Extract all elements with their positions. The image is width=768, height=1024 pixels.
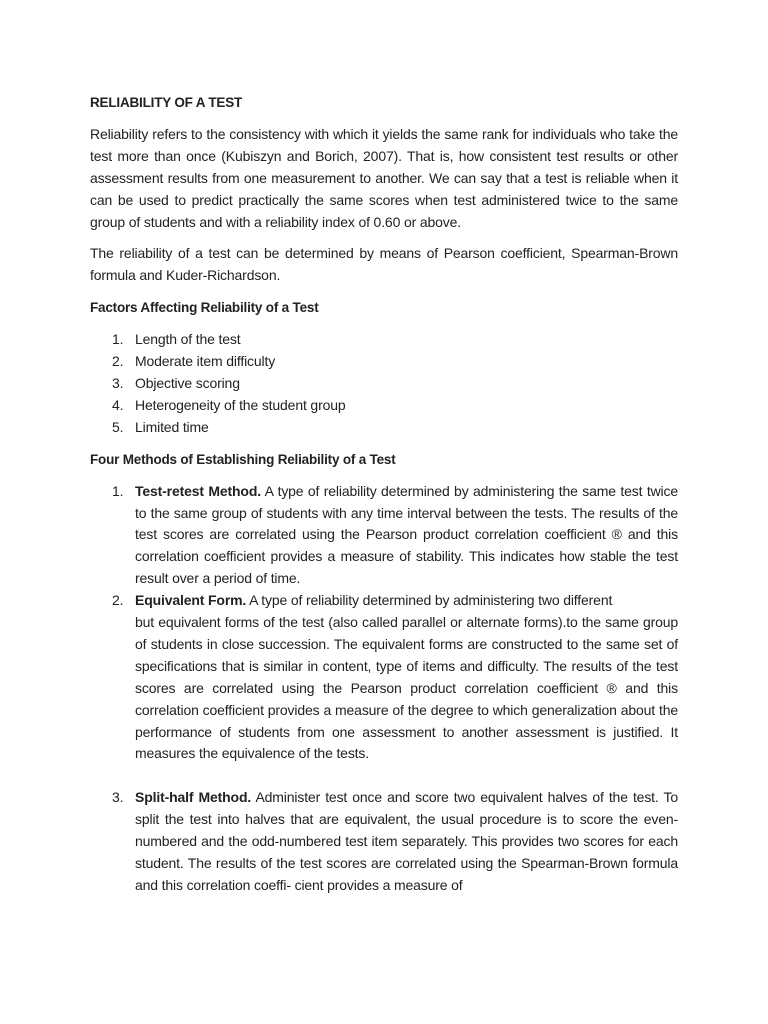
- list-number: 2.: [112, 353, 124, 370]
- method-item-test-retest: [90, 481, 678, 591]
- list-item-text: Length of the test: [135, 331, 241, 348]
- list-number: 5.: [112, 418, 124, 435]
- factors-list: [90, 329, 678, 439]
- methods-heading: Four Methods of Establishing Reliability of a Test: [90, 451, 396, 467]
- list-item-text: Moderate item difficulty: [135, 353, 276, 370]
- method-item-equivalent-form: [90, 590, 678, 765]
- list-number: 3.: [112, 374, 124, 391]
- list-number: 4.: [112, 396, 124, 413]
- list-item-text: Limited time: [135, 418, 209, 435]
- document-title: RELIABILITY OF A TEST: [90, 95, 243, 110]
- methods-list: [90, 481, 678, 897]
- document-page: [90, 92, 678, 907]
- list-item: [90, 395, 678, 417]
- list-number: 3.: [112, 789, 124, 806]
- method-item-split-half: [90, 787, 678, 897]
- method-name: Equivalent Form.: [135, 592, 247, 609]
- method-description: Administer test once and score two equivalent halves of the test. To split the test into halves that are equivalent, the usual procedure is to score the even-numbered and the odd-numbered test item separately. This provides two scores for each student. The results of the test scores are correlated using the Spearman-Brown formula and this correlation coeffi- cient provides a measure of: [135, 789, 678, 893]
- method-description: but equivalent forms of the test (also called parallel or alternate forms).to the same group of students in close succession. The equivalent forms are constructed to the same set of specifications that is similar in content, type of items and difficulty. The results of the test scores are correlated using the Pearson product correlation coefficient ® and this correlation coefficient provides a measure of the degree to which generalization about the performance of students from one assessment to another assessment is justified. It measures the equivalence of the tests.: [135, 614, 678, 762]
- methods-summary-paragraph: The reliability of a test can be determined by means of Pearson coefficient, Spearman-Brown formula and Kuder-Richardson.: [90, 245, 678, 284]
- list-item-text: Heterogeneity of the student group: [135, 396, 346, 413]
- list-item: [90, 417, 678, 439]
- method-name: Split-half Method.: [135, 789, 252, 806]
- method-description: A type of reliability determined by administering the same test twice to the same group of students with any time interval between the tests. The results of the test scores are correlated using the Pearson product correlation coefficient ® and this correlation coefficient provides a measure of stability. This indicates how stable the test result over a period of time.: [135, 482, 678, 587]
- list-number: 1.: [112, 482, 124, 499]
- list-item: [90, 329, 678, 351]
- list-item-text: Objective scoring: [135, 374, 240, 391]
- intro-paragraph: Reliability refers to the consistency with which it yields the same rank for individuals who take the test more than once (Kubiszyn and Borich, 2007). That is, how consistent test results or other assessment results from one measurement to another. We can say that a test is reliable when it can be used to predict practically the same scores when test administered twice to the same group of students and with a reliability index of 0.60 or above.: [90, 125, 678, 230]
- list-item: [90, 373, 678, 395]
- list-item: [90, 351, 678, 373]
- method-description-line1: A type of reliability determined by administering two different: [246, 592, 613, 609]
- method-name: Test-retest Method.: [135, 482, 261, 499]
- list-number: 1.: [112, 331, 124, 348]
- list-number: 2.: [112, 592, 124, 609]
- factors-heading: Factors Affecting Reliability of a Test: [90, 300, 319, 316]
